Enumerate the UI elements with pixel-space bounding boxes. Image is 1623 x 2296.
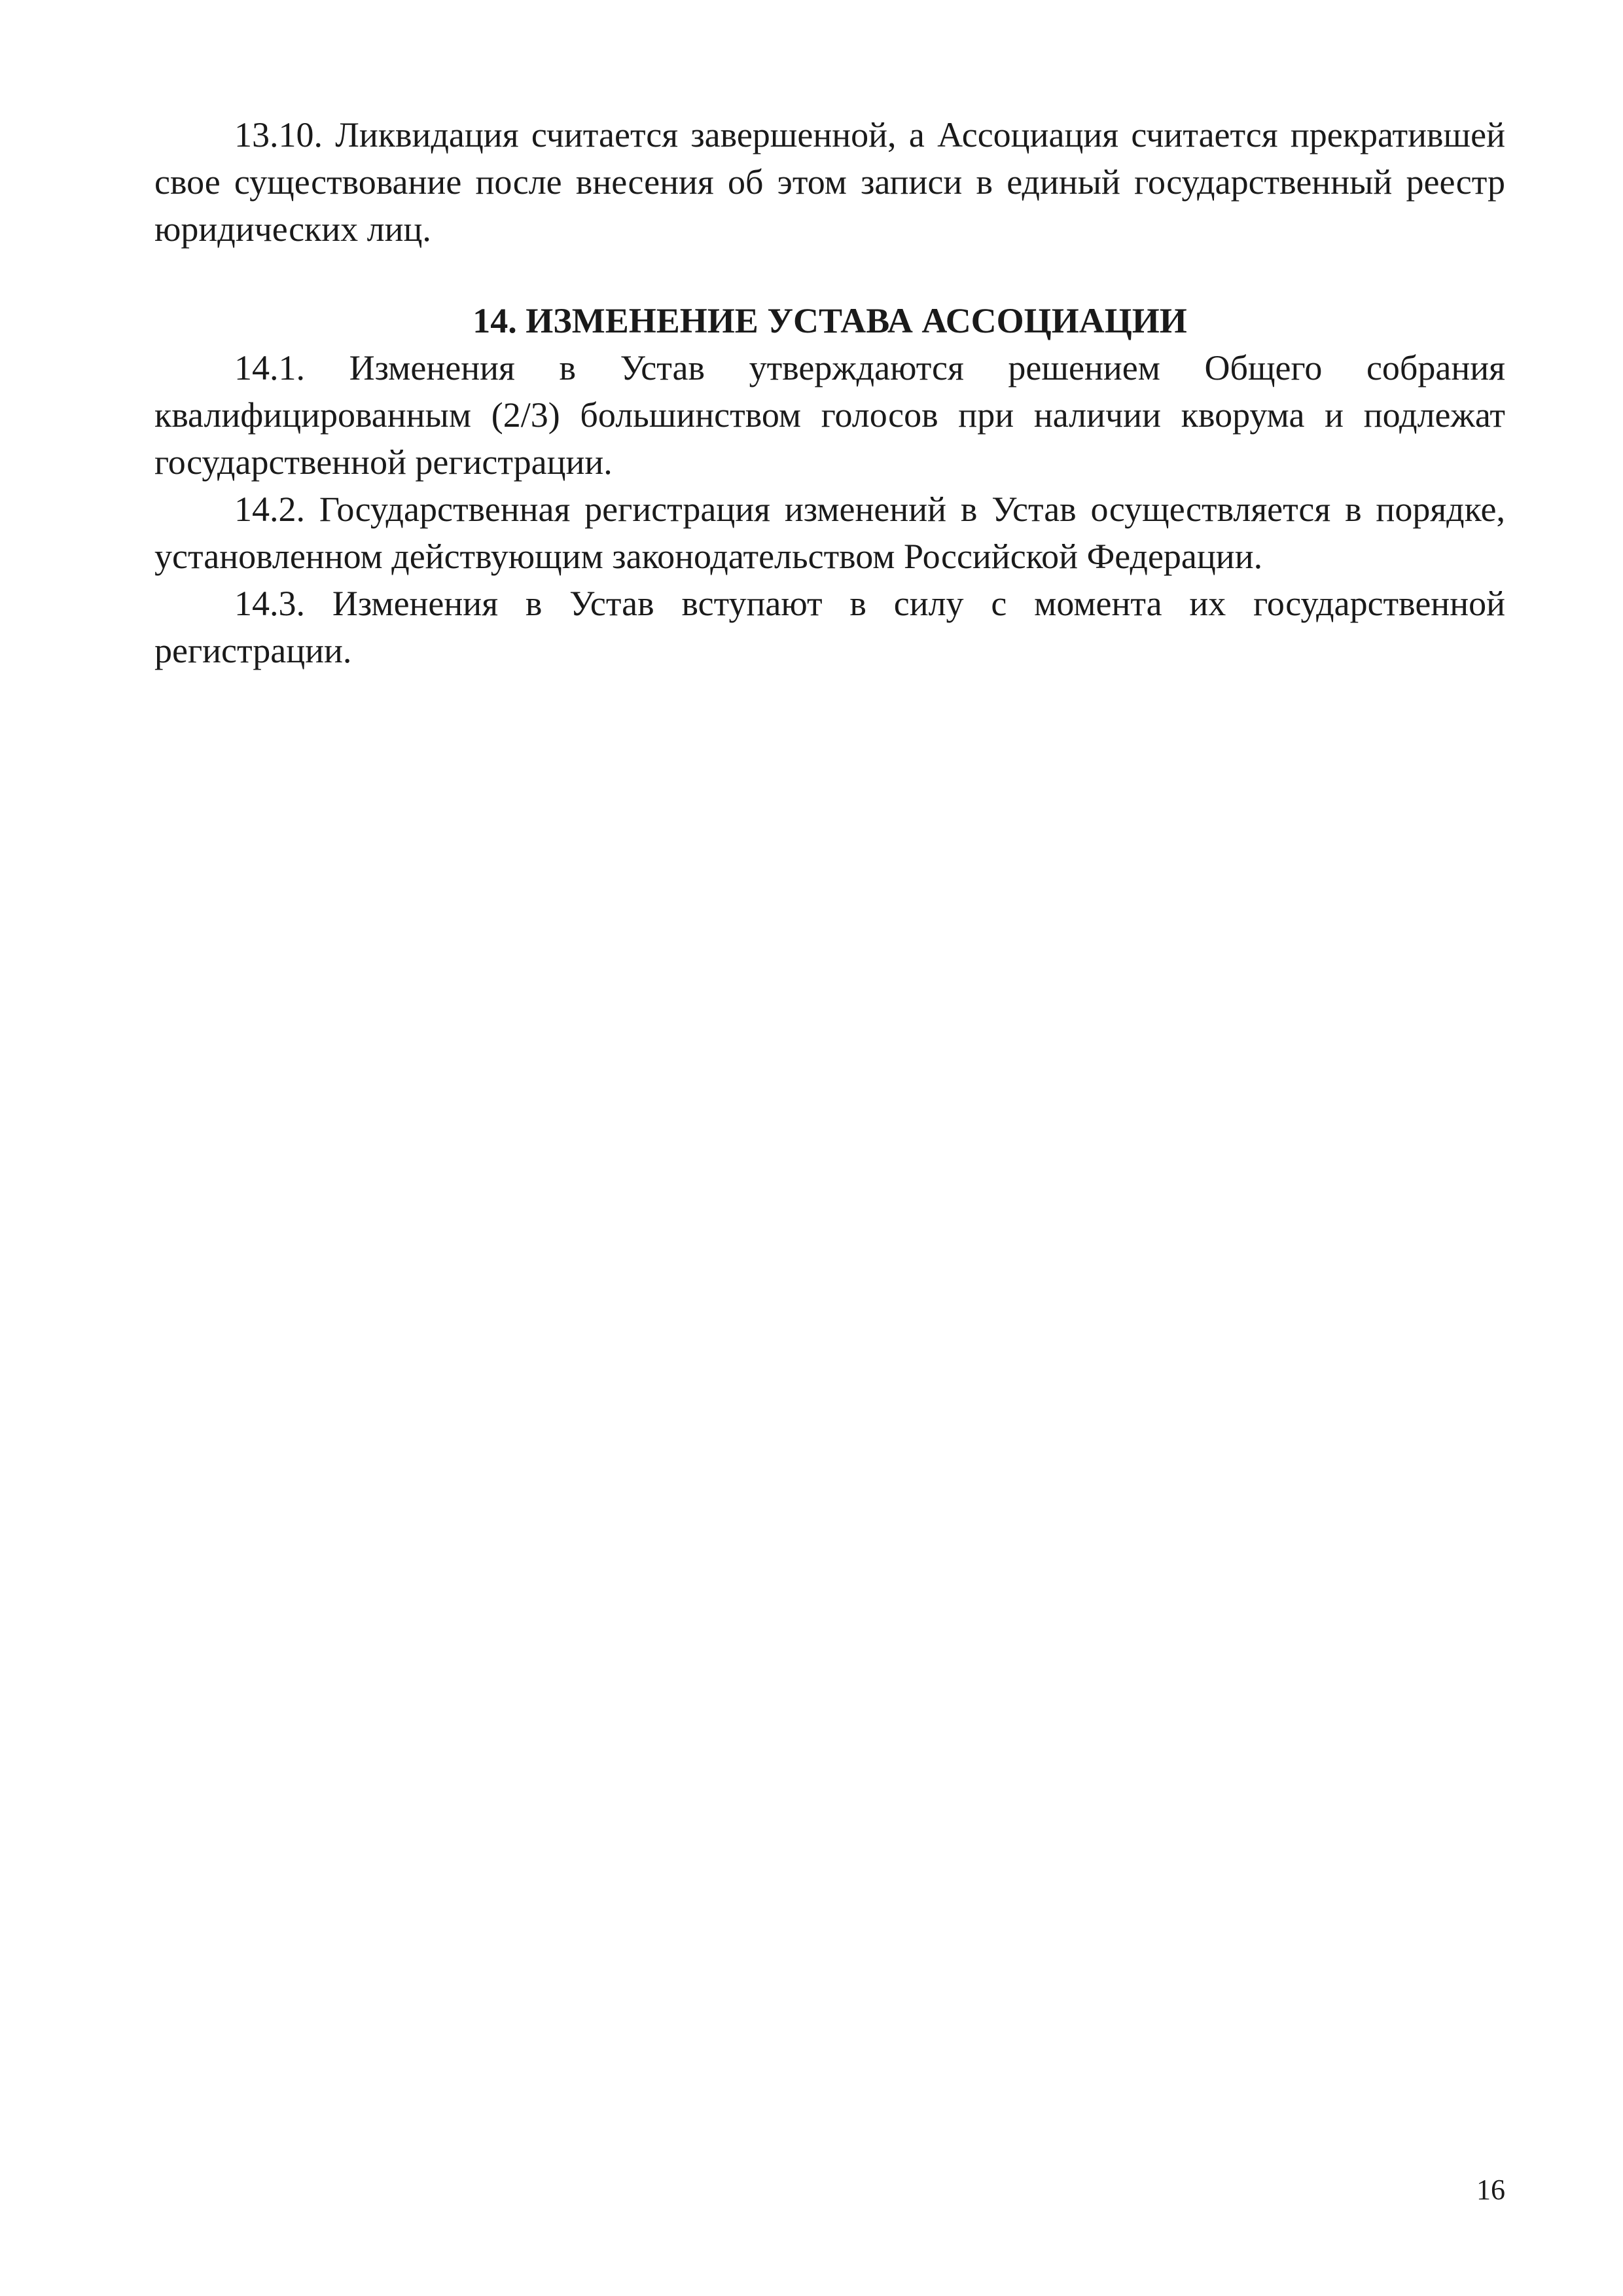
page-content	[154, 111, 1505, 674]
page-number: 16	[1476, 2174, 1505, 2206]
paragraph-14-1: 14.1. Изменения в Устав утверждаются решением Общего собрания квалифицированным (2/3) большинством голосов при наличии кворума и подлежат государственной регистрации.	[154, 348, 1505, 482]
paragraph-14-3: 14.3. Изменения в Устав вступают в силу с момента их государственной регистрации.	[154, 584, 1505, 670]
paragraph-14-2: 14.2. Государственная регистрация изменений в Устав осуществляется в порядке, установленном действующим законодательством Российской Федерации.	[154, 490, 1505, 576]
section-heading: 14. ИЗМЕНЕНИЕ УСТАВА АССОЦИАЦИИ	[473, 301, 1187, 340]
paragraph-13-10: 13.10. Ликвидация считается завершенной, а Ассоциация считается прекратившей свое существование после внесения об этом записи в единый государственный реестр юридических лиц.	[154, 115, 1505, 249]
